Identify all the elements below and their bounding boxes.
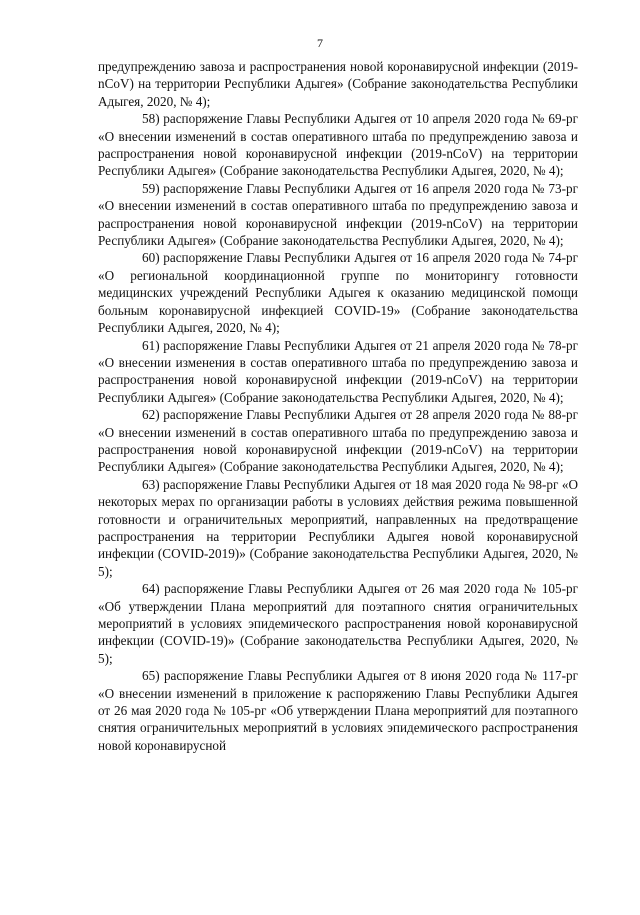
list-item-60: 60) распоряжение Главы Республики Адыгея от 16 апреля 2020 года № 74-рг «О региональной координационной группе по мониторингу готовности медицинских учреждений Республики Адыгея к оказанию медицинской помощи больным коронавирусной инфекцией COVID-19» (Собрание законодательства Республики Адыгея, 2020, № 4); bbox=[98, 250, 578, 336]
page-number: 7 bbox=[317, 36, 323, 50]
list-item-62: 62) распоряжение Главы Республики Адыгея от 28 апреля 2020 года № 88-рг «О внесении изменений в состав оперативного штаба по предупреждению завоза и распространения новой коронавирусной инфекции (2019-nCoV) на территории Республики Адыгея» (Собрание законодательства Республики Адыгея, 2020, № 4); bbox=[98, 407, 578, 475]
list-item-58: 58) распоряжение Главы Республики Адыгея от 10 апреля 2020 года № 69-рг «О внесении изменений в состав оперативного штаба по предупреждению завоза и распространения новой коронавирусной инфекции (2019-nCoV) на территории Республики Адыгея» (Собрание законодательства Республики Адыгея, 2020, № 4); bbox=[98, 111, 578, 179]
paragraph-continuation: предупреждению завоза и распространения новой коронавирусной инфекции (2019-nCoV) на территории Республики Адыгея» (Собрание законодательства Республики Адыгея, 2020, № 4); bbox=[98, 59, 578, 109]
list-item-59: 59) распоряжение Главы Республики Адыгея от 16 апреля 2020 года № 73-рг «О внесении изменений в состав оперативного штаба по предупреждению завоза и распространения новой коронавирусной инфекции (2019-nCoV) на территории Республики Адыгея» (Собрание законодательства Республики Адыгея, 2020, № 4); bbox=[98, 180, 578, 249]
document-body bbox=[98, 58, 578, 754]
list-item-61: 61) распоряжение Главы Республики Адыгея от 21 апреля 2020 года № 78-рг «О внесении изменения в состав оперативного штаба по предупреждению завоза и распространения новой коронавирусной инфекции (2019-nCoV) на территории Республики Адыгея» (Собрание законодательства Республики Адыгея, 2020, № 4); bbox=[98, 337, 578, 405]
list-item-65: 65) распоряжение Главы Республики Адыгея от 8 июня 2020 года № 117-рг «О внесении изменений в приложение к распоряжению Главы Республики Адыгея от 26 мая 2020 года № 105-рг «Об утверждении Плана мероприятий для поэтапного снятия ограничительных мероприятий в условиях эпидемического распространения новой коронавирусной bbox=[98, 668, 578, 753]
list-item-63: 63) распоряжение Главы Республики Адыгея от 18 мая 2020 года № 98-рг «О некоторых мерах по организации работы в условиях действия режима повышенной готовности и ограничительных мероприятий, направленных на предотвращение распространения на территории Республики Адыгея новой коронавирусной инфекции (COVID-2019)» (Собрание законодательства Республики Адыгея, 2020, № 5); bbox=[98, 476, 578, 579]
list-item-64: 64) распоряжение Главы Республики Адыгея от 26 мая 2020 года № 105-рг «Об утверждении Плана мероприятий для поэтапного снятия ограничительных мероприятий в условиях эпидемического распространения новой коронавирусной инфекции (COVID-19)» (Собрание законодательства Республики Адыгея, 2020, № 5); bbox=[98, 581, 578, 666]
